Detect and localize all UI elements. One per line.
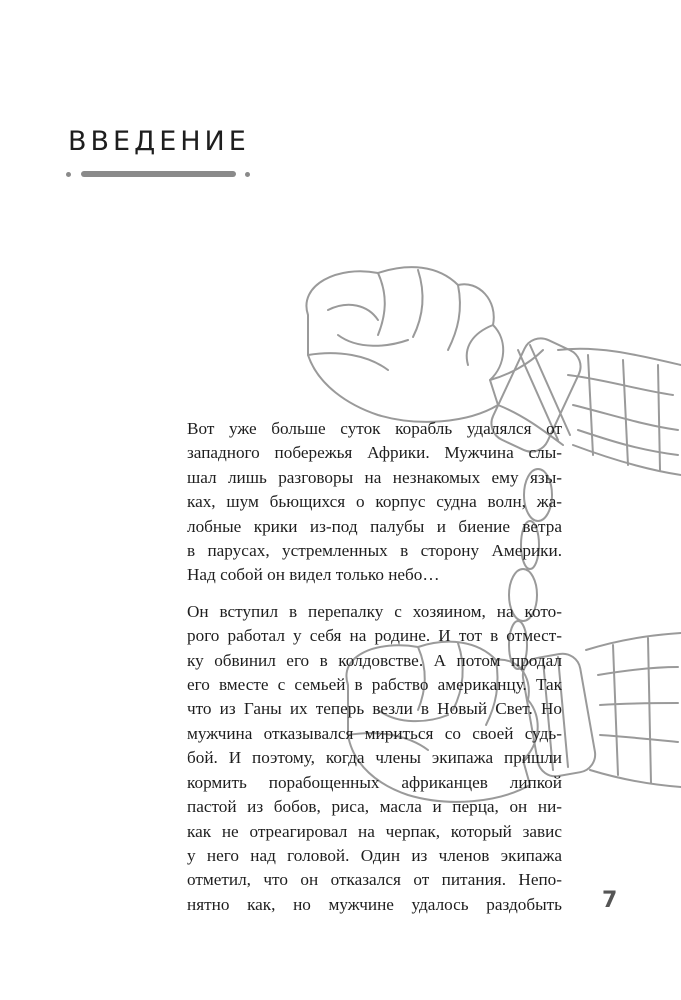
text-line: рого работал у себя на родине. И тот в отмест-: [187, 626, 562, 646]
text-line: Над собой он видел только небо…: [187, 565, 440, 585]
text-line: что из Ганы их теперь везли в Новый Свет. Но: [187, 699, 562, 719]
text-line: Вот уже больше суток корабль удалялся от: [187, 419, 562, 438]
text-line: отметил, что он отказался от питания. Непо-: [187, 870, 562, 890]
body-text: [187, 417, 562, 929]
title-underline-ornament: [66, 170, 250, 180]
text-line: пастой из бобов, риса, масла и перца, он ни-: [187, 797, 562, 817]
chapter-title: ВВЕДЕНИЕ: [68, 126, 250, 157]
text-line: ках, шум бьющихся о корпус судна волн, жа-: [187, 492, 562, 512]
text-line: западного побережья Африки. Мужчина слы-: [187, 443, 562, 463]
text-line: шал лишь разговоры на незнакомых ему язы-: [187, 467, 562, 487]
ornament-dot-left: [66, 172, 71, 177]
text-line: нятно как, но мужчине удалось раздобыть: [187, 894, 562, 914]
text-line: Он вступил в перепалку с хозяином, на кото-: [187, 601, 562, 621]
ornament-bar: [81, 171, 236, 177]
page-number: 7: [602, 888, 618, 913]
text-line: в парусах, устремленных в сторону Америки.: [187, 541, 562, 561]
text-line: как не отреагировал на черпак, который завис: [187, 821, 562, 841]
text-line: мужчина отказывался мириться со своей судь-: [187, 723, 562, 743]
ornament-dot-right: [245, 172, 250, 177]
paragraph-1: [187, 417, 562, 588]
paragraph-2: [187, 600, 562, 917]
text-line: ку обвинил его в колдовстве. А потом продал: [187, 650, 562, 670]
text-line: бой. И поэтому, когда члены экипажа пришли: [187, 748, 562, 768]
text-line: лобные крики из-под палубы и биение ветра: [187, 516, 562, 536]
text-line: его вместе с семьей в рабство американцу. Так: [187, 675, 562, 695]
text-line: у него над головой. Один из членов экипажа: [187, 845, 562, 865]
text-line: кормить порабощенных африканцев липкой: [187, 772, 562, 792]
